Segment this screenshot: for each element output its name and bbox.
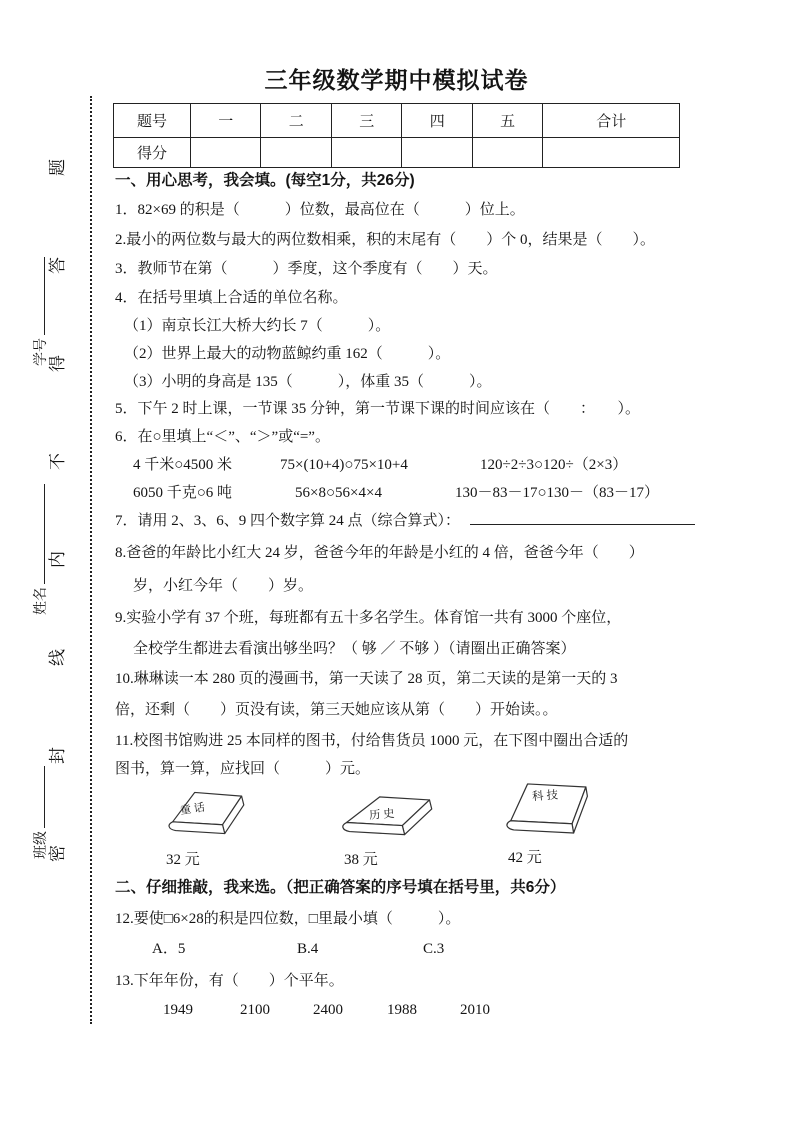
question-6: 6．在○里填上“＜”、“＞”或“=”。 [115,429,330,445]
year-option: 1949 [163,1002,193,1018]
book-title-text: 历 史 [368,807,396,823]
score-table-header: 五 [472,104,542,138]
class-label: 班级 [34,831,49,859]
score-table-header-row [114,104,680,138]
year-option: 2100 [240,1002,270,1018]
book-title-text: 科 技 [531,789,559,804]
option-b: B.4 [297,941,319,957]
class-field [31,766,49,859]
score-cell [472,138,542,168]
score-row-label: 得分 [114,138,191,168]
compare-item: 120÷2÷3○120÷（2×3） [480,457,628,473]
book-science [500,776,592,867]
book-price: 42 元 [508,850,542,866]
class-blank-line [31,766,45,828]
question-8-line-1: 8.爸爸的年龄比小红大 24 岁，爸爸今年的年龄是小红的 4 倍，爸爸今年（ ） [115,545,644,561]
year-option: 1988 [387,1002,417,1018]
score-table-header: 四 [402,104,472,138]
question-5: 5．下午 2 时上课，一节课 35 分钟，第一节课下课的时间应该在（ ： ）。 [115,401,641,417]
option-a: A．5 [152,941,186,957]
question-12: 12.要使□6×28的积是四位数，□里最小填（ ）。 [115,911,461,927]
question-9-line-2: 全校学生都进去看演出够坐吗？（ 够 ／ 不够 ）（请圈出正确答案） [133,641,576,657]
name-blank-line [31,484,45,584]
year-option: 2400 [313,1002,343,1018]
question-10-line-2: 倍，还剩（ ）页没有读，第三天她应该从第（ ）开始读。。 [115,702,558,718]
score-cell [191,138,261,168]
score-cell [402,138,472,168]
book-price: 32 元 [166,852,200,868]
question-3: 3．教师节在第（ ）季度，这个季度有（ ）天。 [115,261,498,277]
student-id-label: 学号 [34,338,49,366]
compare-item: 6050 千克○6 吨 [133,485,233,501]
year-option: 2010 [460,1002,490,1018]
question-4: 4．在括号里填上合适的单位名称。 [115,290,348,306]
question-4-1: （1）南京长江大桥大约长 7（ ）。 [124,318,391,334]
score-table-header: 合计 [543,104,680,138]
book-science-drawing [500,776,592,844]
student-id-blank-line [31,257,45,335]
name-label: 姓名 [34,587,49,615]
seal-dotted-line [90,96,92,1024]
seal-line-text: 密封线内不得答题 [48,78,67,862]
compare-item: 4 千米○4500 米 [133,457,233,473]
compare-item: 56×8○56×4×4 [295,485,382,501]
book-history [336,784,434,869]
question-1: 1．82×69 的积是（ ）位数，最高位在（ ）位上。 [115,202,525,218]
question-2: 2.最小的两位数与最大的两位数相乘，积的末尾有（ ）个 0，结果是（ ）。 [115,232,656,248]
book-fairy-tale [158,780,246,869]
question-4-3: （3）小明的身高是 135（ ），体重 35（ ）。 [124,374,492,390]
question-7-text: 7．请用 2、3、6、9 四个数字算 24 点（综合算式）： [115,513,461,529]
question-9-line-1: 9.实验小学有 37 个班，每班都有五十多名学生。体育馆一共有 3000 个座位， [115,610,622,626]
question-13: 13.下年年份，有（ ）个平年。 [115,973,344,989]
name-field [31,484,49,615]
compare-item: 75×(10+4)○75×10+4 [280,457,408,473]
score-table-header: 一 [191,104,261,138]
score-cell [261,138,331,168]
score-table-header: 题号 [114,104,191,138]
question-7-answer-line [470,510,695,525]
section2-header: 二、仔细推敲，我来选。（把正确答案的序号填在括号里，共6分） [115,879,566,896]
book-fairy-tale-drawing [158,780,246,846]
compare-item: 130－83－17○130－（83－17） [455,485,660,501]
score-table-header: 二 [261,104,331,138]
question-8-line-2: 岁，小红今年（ ）岁。 [133,578,314,594]
book-title-text: 童 话 [179,801,206,818]
book-history-drawing [336,784,434,846]
score-cell [543,138,680,168]
score-table-score-row [114,138,680,168]
student-id-field [31,257,49,366]
score-table-header: 三 [331,104,401,138]
page-title: 三年级数学期中模拟试卷 [264,67,529,93]
question-10-line-1: 10.琳琳读一本 280 页的漫画书，第一天读了 28 页，第二天读的是第一天的 3 [115,671,618,687]
question-12-options [152,938,652,960]
question-11-line-2: 图书，算一算，应找回（ ）元。 [115,761,371,777]
score-cell [331,138,401,168]
question-7 [115,510,695,532]
question-4-2: （2）世界上最大的动物蓝鲸约重 162（ ）。 [124,346,451,362]
section1-header: 一、用心思考，我会填。(每空1分，共26分) [115,172,415,189]
question-11-line-1: 11.校图书馆购进 25 本同样的图书，付给售货员 1000 元，在下图中圈出合适的 [115,733,629,749]
score-table [113,103,680,168]
question-13-years [163,999,583,1021]
question-6-compare-row-2 [133,482,685,504]
question-6-compare-row-1 [133,454,685,476]
book-price: 38 元 [344,852,378,868]
option-c: C.3 [423,941,445,957]
